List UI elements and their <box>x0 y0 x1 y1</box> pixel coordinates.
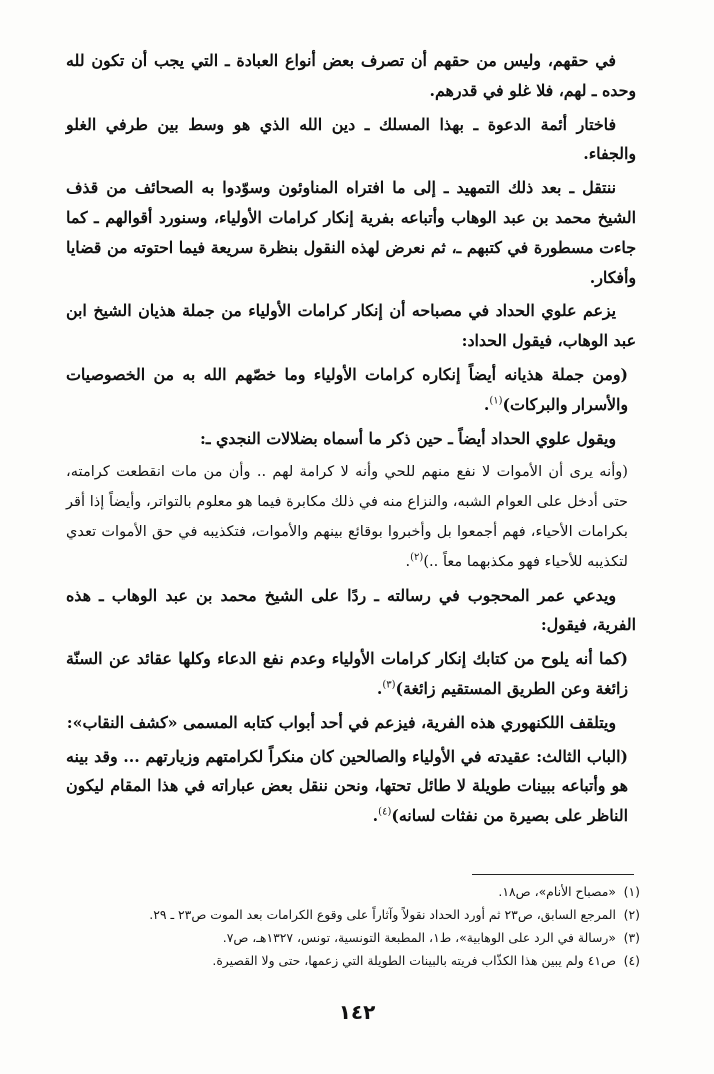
paragraph-text: (الباب الثالث: عقيدته في الأولياء والصالحين كان منكراً لكرامتهم وزيارتهم ... وقد بينه هو وأتباعه ببينات طويلة لا طائل تحتها، ونحن ننقل بعض عباراته في هذا المقام ليكون الناظر على بصيرة من نفثات لسانه) <box>66 746 628 826</box>
footnote-number: (٤) <box>623 953 640 968</box>
paragraph-text: ويقول علوي الحداد أيضاً ـ حين ذكر ما أسماه بضلالات النجدي ـ: <box>199 428 616 448</box>
paragraph <box>66 424 636 454</box>
footnote-reference: (٢) <box>410 551 424 563</box>
footnote-text: «مصباح الأنام»، ص١٨. <box>498 884 616 899</box>
page-number: ١٤٢ <box>338 1000 376 1024</box>
paragraph-text: فاختار أئمة الدعوة ـ بهذا المسلك ـ دين الله الذي هو وسط بين طرفي الغلو والجفاء. <box>66 114 636 164</box>
footnote <box>60 926 640 949</box>
footnote <box>60 880 640 903</box>
footnote-number: (٣) <box>623 930 640 945</box>
footnote-number: (٢) <box>623 907 640 922</box>
quoted-paragraph: (كما أنه يلوح من كتابك إنكار كرامات الأولياء وعدم نفع الدعاء وكلها عقائد عن السنّة زائغة وعن الطريق المستقيم زائغة)$^{(٣)}$. <box>66 649 628 698</box>
footnote-text: «رسالة في الرد على الوهابية»، ط١، المطبعة التونسية، تونس، ١٣٢٧هـ، ص٧. <box>222 930 616 945</box>
paragraph-text: يزعم علوي الحداد في مصباحه أن إنكار كرامات الأولياء من جملة هذيان الشيخ ابن عبد الوهاب، فيقول الحداد: <box>66 301 636 351</box>
paragraph-text: ننتقل ـ بعد ذلك التمهيد ـ إلى ما افتراه المناوئون وسوّدوا به الصحائف من قذف الشيخ محمد بن عبد الوهاب وأتباعه بفرية إنكار كرامات الأولياء، وسنورد أقوالهم ـ كما جاءت مسطورة في كتبهم ـ، ثم نعرض لهذه النقول بنظرة سريعة فيما احتوته من قضايا وأفكار. <box>66 178 636 287</box>
footnote <box>60 949 640 972</box>
footnote-reference: (١) <box>489 395 503 407</box>
footnote-number: (١) <box>623 884 640 899</box>
quoted-paragraph: (الباب الثالث: عقيدته في الأولياء والصالحين كان منكراً لكرامتهم وزيارتهم ... وقد بينه هو وأتباعه ببينات طويلة لا طائل تحتها، ونحن ننقل بعض عباراته في هذا المقام ليكون الناظر على بصيرة من نفثات لسانه)$^{(٤)}$. <box>66 746 628 826</box>
footnote-text: ص٤١ ولم يبين هذا الكذّاب فريته بالبينات الطويلة التي زعمها، حتى ولا القصيرة. <box>212 953 616 968</box>
paragraph <box>66 581 636 641</box>
footnote-divider <box>472 874 634 875</box>
paragraph-text: (كما أنه يلوح من كتابك إنكار كرامات الأولياء وعدم نفع الدعاء وكلها عقائد عن السنّة زائغة وعن الطريق المستقيم زائغة) <box>66 649 628 698</box>
paragraph <box>66 46 636 106</box>
main-text <box>66 46 636 831</box>
footnote-text: المرجع السابق، ص٢٣ ثم أورد الحداد نقولاً وآثاراً على وقوع الكرامات بعد الموت ص٢٣ ـ ٢٩. <box>149 907 616 922</box>
paragraph <box>66 296 636 356</box>
paragraph-text: ويدعي عمر المحجوب في رسالته ـ ردًا على الشيخ محمد بن عبد الوهاب ـ هذه الفرية، فيقول: <box>66 585 636 635</box>
paragraph-text: (وأنه يرى أن الأموات لا نفع منهم للحي وأنه لا كرامة لهم .. وأن من مات انقطعت كرامته، حتى أدخل على العوام الشبه، والنزاع منه في ذلك مكابرة فيما هو معلوم بالتواتر، وأيضاً إذا أقر بكرامات الأحياء، فهم أجمعوا بل وأخبروا بوقائع بينهم والأموات، فتكذيبه في حق الأموات تعدي لتكذيبه للأحياء فهو مكذبهما معاً ..) <box>66 463 628 570</box>
footnotes <box>60 880 640 972</box>
paragraph <box>66 110 636 170</box>
paragraph <box>66 708 636 738</box>
quoted-paragraph: (وأنه يرى أن الأموات لا نفع منهم للحي وأنه لا كرامة لهم .. وأن من مات انقطعت كرامته، حتى أدخل على العوام الشبه، والنزاع منه في ذلك مكابرة فيما هو معلوم بالتواتر، وأيضاً إذا أقر بكرامات الأحياء، فهم أجمعوا بل وأخبروا بوقائع بينهم والأموات، فتكذيبه في حق الأموات تعدي لتكذيبه للأحياء فهو مكذبهما معاً ..)$^{(٢)}$. <box>66 463 628 570</box>
paragraph-text: في حقهم، وليس من حقهم أن تصرف بعض أنواع العبادة ـ التي يجب أن تكون لله وحده ـ لهم، فلا غلو في قدرهم. <box>66 51 636 100</box>
paragraph-text: (ومن جملة هذيانه أيضاً إنكاره كرامات الأولياء وما خصّهم الله به من الخصوصيات والأسرار والبركات) <box>66 364 628 414</box>
paragraph-text: ويتلقف اللكنهوري هذه الفرية، فيزعم في أحد أبواب كتابه المسمى «كشف النقاب»: <box>66 712 616 732</box>
footnote <box>60 903 640 926</box>
paragraph <box>66 173 636 292</box>
footnote-reference: (٣) <box>382 679 396 691</box>
footnote-reference: (٤) <box>378 806 392 818</box>
quoted-paragraph: (ومن جملة هذيانه أيضاً إنكاره كرامات الأولياء وما خصّهم الله به من الخصوصيات والأسرار والبركات)$^{(١)}$. <box>66 364 628 414</box>
